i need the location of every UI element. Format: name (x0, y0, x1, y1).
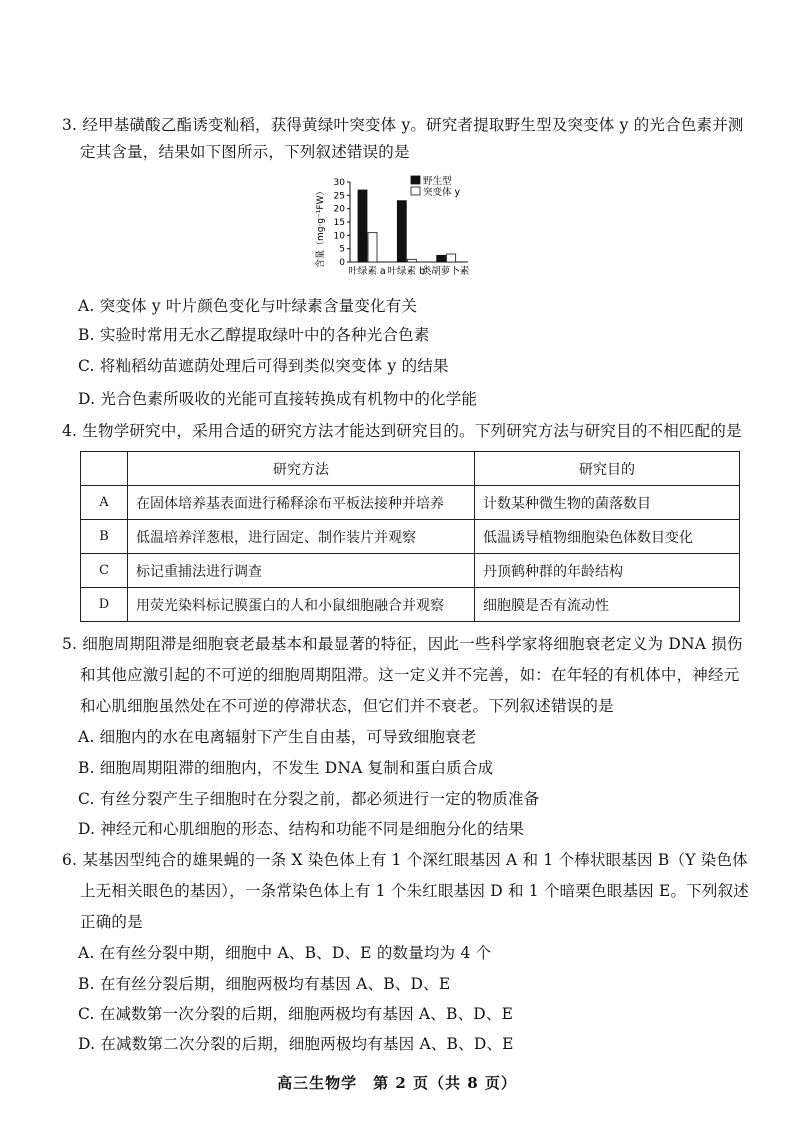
q5-option-b: B. 细胞周期阻滞的细胞内，不发生 DNA 复制和蛋白质合成 (78, 759, 494, 777)
q3-option-b: B. 实验时常用无水乙醇提取绿叶中的各种光合色素 (78, 326, 430, 344)
y-tick-label: 15 (333, 218, 345, 228)
row-method: 低温培养洋葱根，进行固定、制作装片并观察 (128, 520, 475, 554)
q6-option-c: C. 在减数第一次分裂的后期，细胞两极均有基因 A、B、D、E (78, 1005, 514, 1023)
bar-mutant-y (407, 259, 416, 262)
q4-stem: 4. 生物学研究中，采用合适的研究方法才能达到研究目的。下列研究方法与研究目的不相匹配的是 (62, 422, 742, 440)
table-header-letter (81, 452, 128, 486)
row-letter: B (81, 520, 128, 554)
row-letter: C (81, 554, 128, 588)
q5-stem-line2: 和其他应激引起的不可逆的细胞周期阻滞。这一定义并不完善，如：在年轻的有机体中，神经元 (80, 666, 740, 684)
q5-option-c: C. 有丝分裂产生子细胞时在分裂之前，都必须进行一定的物质准备 (78, 790, 540, 808)
chart-legend (411, 175, 461, 198)
q5-option-a: A. 细胞内的水在电离辐射下产生自由基，可导致细胞衰老 (78, 728, 477, 746)
y-tick-label: 0 (339, 258, 345, 268)
chart-x-tick-labels (348, 265, 470, 277)
row-purpose: 低温诱导植物细胞染色体数目变化 (475, 520, 740, 554)
research-methods-table (80, 451, 740, 622)
row-letter: D (81, 588, 128, 622)
bar-wild-type (437, 255, 446, 262)
table-header-row (81, 452, 740, 486)
y-tick-label: 10 (333, 231, 345, 242)
q3-stem-line1: 3. 经甲基磺酸乙酯诱变籼稻，获得黄绿叶突变体 y。研究者提取野生型及突变体 y 的光合色素并测 (62, 116, 744, 134)
y-tick-label: 20 (333, 204, 345, 215)
pigment-bar-chart (310, 170, 510, 288)
row-method: 用荧光染料标记膜蛋白的人和小鼠细胞融合并观察 (128, 588, 475, 622)
q6-stem-line2: 上无相关眼色的基因），一条常染色体上有 1 个朱红眼基因 D 和 1 个暗栗色眼基因 E。下列叙述 (80, 882, 750, 900)
q3-stem-line2: 定其含量，结果如下图所示，下列叙述错误的是 (80, 143, 410, 161)
chart-y-axis-label: 含量（mg·g⁻¹FW） (316, 186, 326, 268)
y-tick-label: 25 (333, 191, 345, 202)
q6-option-b: B. 在有丝分裂后期，细胞两极均有基因 A、B、D、E (78, 975, 451, 993)
legend-swatch (411, 187, 420, 195)
bar-wild-type (358, 190, 367, 262)
page-footer: 高三生物学 第 2 页（共 8 页） (277, 1074, 517, 1092)
row-letter: A (81, 486, 128, 520)
table-header-purpose: 研究目的 (475, 452, 740, 486)
row-method: 在固体培养基表面进行稀释涂布平板法接种并培养 (128, 486, 475, 520)
table-row (81, 520, 740, 554)
bar-mutant-y (368, 233, 377, 262)
q3-option-c: C. 将籼稻幼苗遮荫处理后可得到类似突变体 y 的结果 (78, 357, 449, 375)
bar-mutant-y (447, 254, 456, 262)
table-row (81, 486, 740, 520)
bar-wild-type (397, 201, 406, 262)
legend-swatch (411, 176, 420, 184)
row-purpose: 丹顶鹤种群的年龄结构 (475, 554, 740, 588)
y-tick-label: 5 (339, 244, 345, 255)
legend-label: 野生型 (423, 176, 452, 187)
q6-stem-line1: 6. 某基因型纯合的雄果蝇的一条 X 染色体上有 1 个深红眼基因 A 和 1 个棒状眼基因 B（Y 染色体 (62, 851, 748, 869)
y-tick-label: 30 (333, 178, 345, 188)
q6-stem-line3: 正确的是 (80, 913, 143, 931)
q5-stem-line3: 和心肌细胞虽然处在不可逆的停滞状态，但它们并不衰老。下列叙述错误的是 (80, 697, 614, 715)
table-row (81, 588, 740, 622)
chart-bars (358, 190, 456, 262)
q3-option-a: A. 突变体 y 叶片颜色变化与叶绿素含量变化有关 (78, 297, 418, 315)
q6-option-a: A. 在有丝分裂中期，细胞中 A、B、D、E 的数量均为 4 个 (78, 944, 492, 962)
legend-label: 突变体 y (423, 187, 461, 198)
table-row (81, 554, 740, 588)
x-tick-label: 类胡萝卜素 (421, 266, 470, 277)
x-tick-label: 叶绿素 b (387, 266, 426, 277)
q5-option-d: D. 神经元和心肌细胞的形态、结构和功能不同是细胞分化的结果 (78, 820, 525, 838)
row-method: 标记重捕法进行调查 (128, 554, 475, 588)
row-purpose: 细胞膜是否有流动性 (475, 588, 740, 622)
q5-stem-line1: 5. 细胞周期阻滞是细胞衰老最基本和最显著的特征，因此一些科学家将细胞衰老定义为 DNA 损伤 (62, 635, 743, 653)
q6-option-d: D. 在减数第二次分裂的后期，细胞两极均有基因 A、B、D、E (78, 1035, 514, 1053)
x-tick-label: 叶绿素 a (348, 266, 386, 277)
row-purpose: 计数某种微生物的菌落数目 (475, 486, 740, 520)
table-header-method: 研究方法 (128, 452, 475, 486)
q3-option-d: D. 光合色素所吸收的光能可直接转换成有机物中的化学能 (78, 390, 478, 408)
